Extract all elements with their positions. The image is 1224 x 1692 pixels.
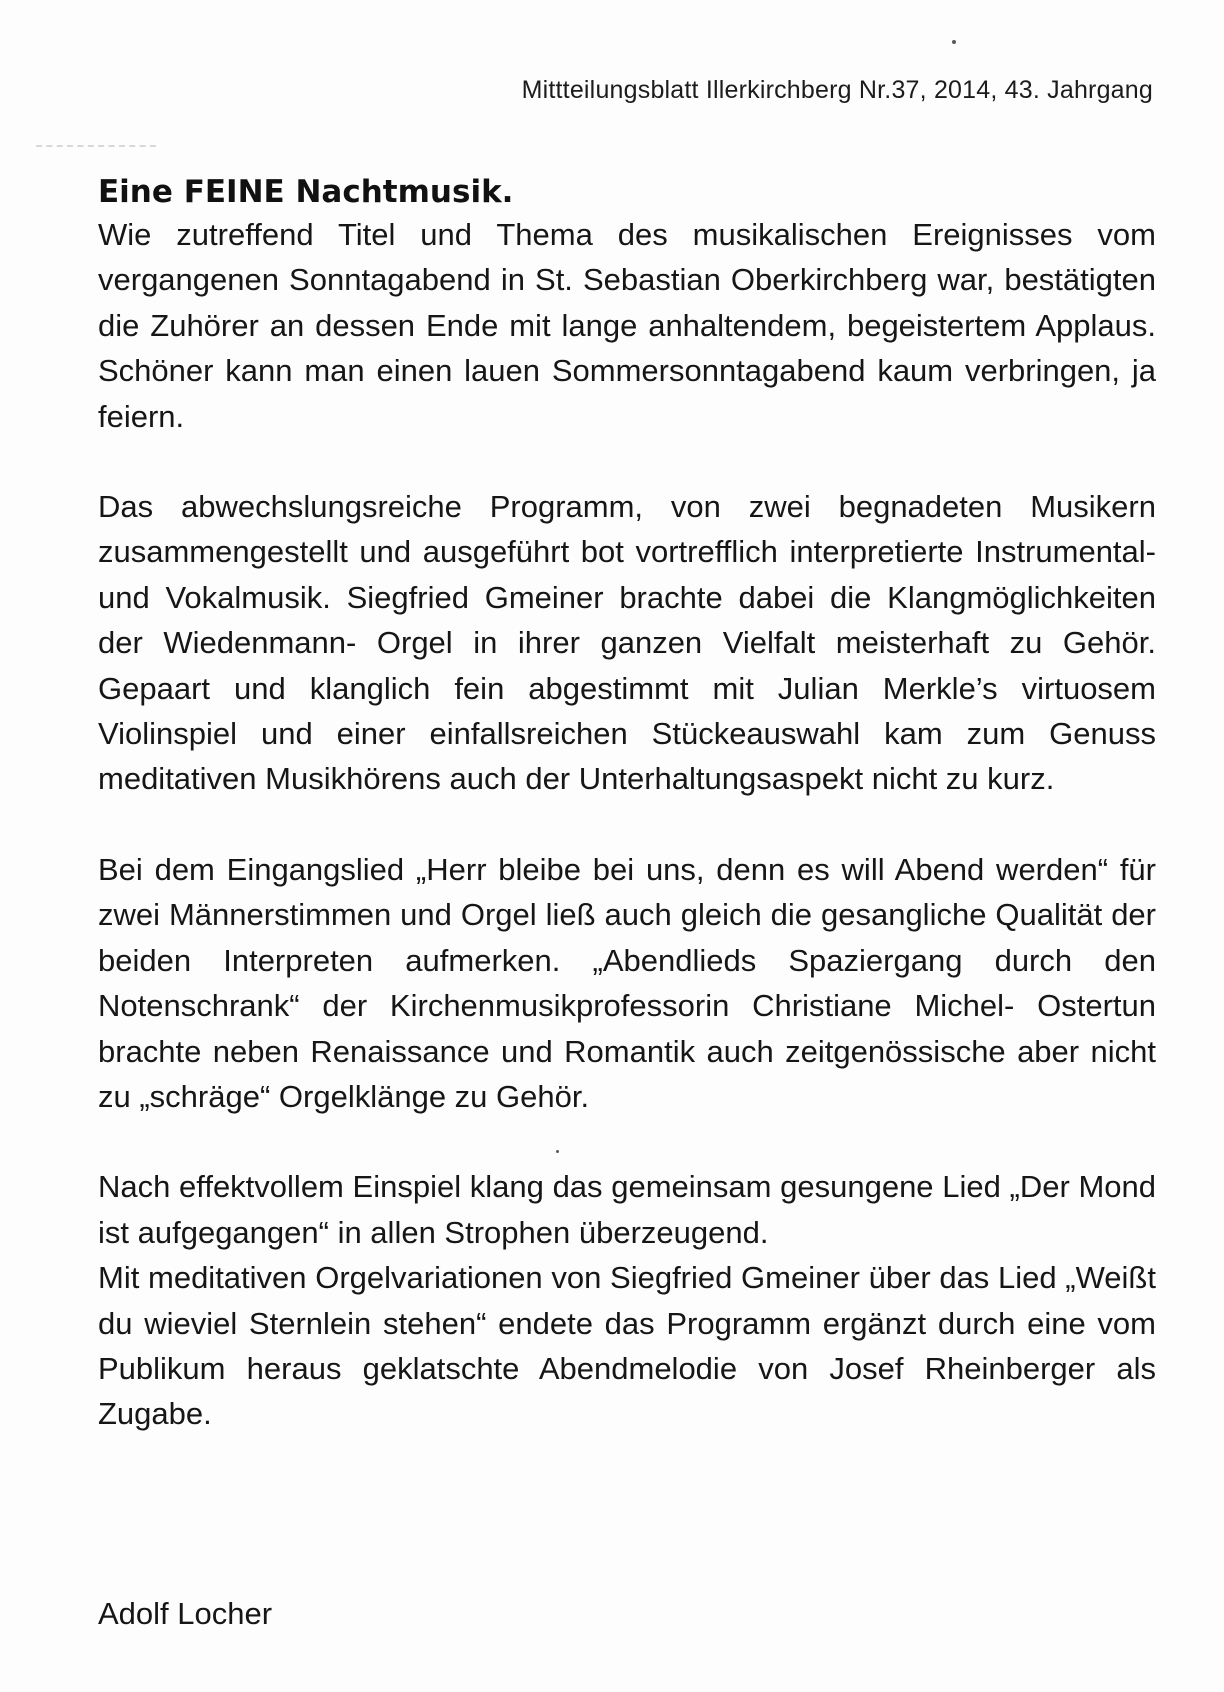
article-paragraph-1: Wie zutreffend Titel und Thema des musikalischen Ereignisses vom vergangenen Sonntagabend in St. Sebastian Oberkirchberg war, bestätigten die Zuhörer an dessen Ende mit lange anhaltendem, begeistertem Applaus. Schöner kann man einen lauen Sommersonntagabend kaum verbringen, ja feiern. <box>98 217 1156 434</box>
article-paragraph-2: Das abwechslungsreiche Programm, von zwei begnadeten Musikern zusammengestellt und ausgeführt bot vortrefflich interpretierte Instrumental- und Vokalmusik. Siegfried Gmeiner brachte dabei die Klangmöglichkeiten der Wiedenmann- Orgel in ihrer ganzen Vielfalt meisterhaft zu Gehör. Gepaart und klanglich fein abgestimmt mit Julian Merkle’s virtuosem Violinspiel und einer einfallsreichen Stückeauswahl kam zum Genuss meditativen Musikhörens auch der Unterhaltungsaspekt nicht zu kurz. <box>98 489 1156 797</box>
article-author: Adolf Locher <box>98 1596 273 1631</box>
scan-artifact-dash <box>36 145 156 147</box>
scan-artifact-dot <box>952 40 956 44</box>
article-paragraph-4: Nach effektvollem Einspiel klang das gemeinsam gesungene Lied „Der Mond ist aufgegangen“ in allen Strophen überzeugend. <box>98 1169 1156 1250</box>
article-title: Eine FEINE Nachtmusik. <box>98 174 514 210</box>
article-paragraph-5: Mit meditativen Orgelvariationen von Siegfried Gmeiner über das Lied „Weißt du wieviel Sternlein stehen“ endete das Programm ergänzt durch eine vom Publikum heraus geklatschte Abendmelodie von Josef Rheinberger als Zugabe. <box>98 1260 1156 1432</box>
article <box>98 172 1156 1437</box>
publication-header: Mittteilungsblatt Illerkirchberg Nr.37, 2014, 43. Jahrgang <box>521 76 1153 104</box>
article-paragraph-3: Bei dem Eingangslied „Herr bleibe bei uns, denn es will Abend werden“ für zwei Männerstimmen und Orgel ließ auch gleich die gesangliche Qualität der beiden Interpreten aufmerken. „Abendlieds Spaziergang durch den Notenschrank“ der Kirchenmusikprofessorin Christiane Michel- Ostertun brachte neben Renaissance und Romantik auch zeitgenössische aber nicht zu „schräge“ Orgelklänge zu Gehör. <box>98 851 1156 1114</box>
